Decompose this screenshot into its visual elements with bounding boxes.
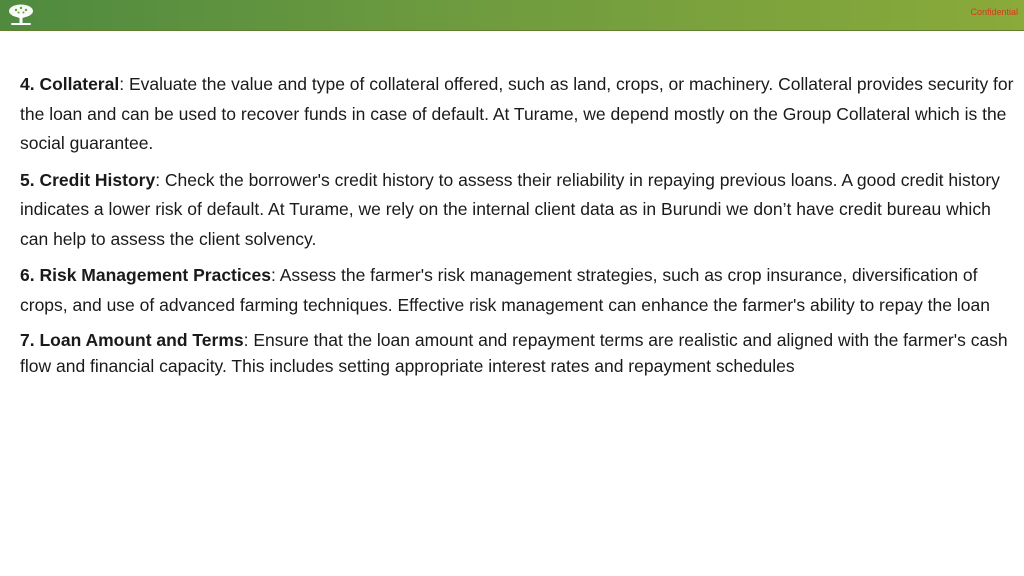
- section-text: : Check the borrower's credit history to assess their reliability in repaying previous loans. A good credit history indicates a lower risk of default. At Turame, we rely on the internal client data as in Burundi we don’t have credit bureau which can help to assess the client solvency.: [20, 169, 1000, 249]
- header-bar: [0, 0, 1024, 31]
- section-text: : Evaluate the value and type of collateral offered, such as land, crops, or machinery. Collateral provides security for the loan and can be used to recover funds in case of default. At Turame, we depend mostly on the Group Collateral which is the social guarantee.: [20, 74, 1014, 153]
- section-risk-management: [20, 261, 1020, 320]
- section-heading: 4. Collateral: [20, 74, 120, 94]
- tree-logo-icon: [6, 3, 36, 27]
- section-heading: 5. Credit History: [20, 169, 156, 190]
- section-text: : Assess the farmer's risk management strategies, such as crop insurance, diversification of crops, and use of advanced farming techniques. Effective risk management can enhance the farmer's ability to repay the loan: [20, 265, 990, 315]
- section-heading: 7. Loan Amount and Terms: [20, 330, 244, 350]
- section-heading: 6. Risk Management Practices: [20, 265, 271, 285]
- section-credit-history: [20, 166, 1020, 255]
- section-text: : Ensure that the loan amount and repayment terms are realistic and aligned with the farmer's cash flow and financial capacity. This includes setting appropriate interest rates and repayment schedules: [20, 330, 1008, 376]
- section-loan-terms: [20, 327, 1020, 379]
- slide-content: [20, 70, 1020, 386]
- confidential-label: Confidential: [970, 7, 1018, 17]
- section-collateral: [20, 70, 1020, 159]
